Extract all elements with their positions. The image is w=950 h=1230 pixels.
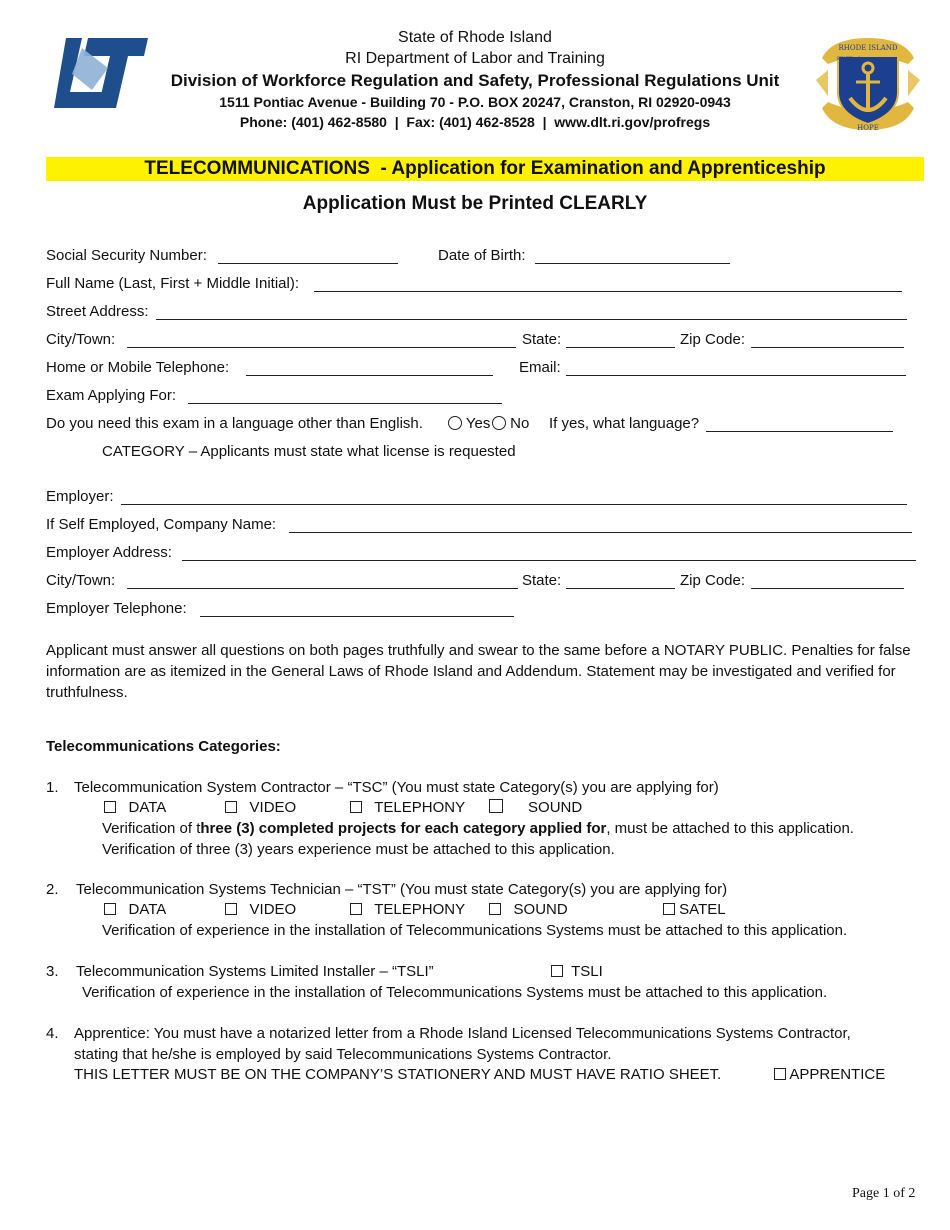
c1-sound-label: SOUND [528, 799, 583, 816]
state-label: State: [522, 331, 562, 348]
c2-video-label: VIDEO [249, 901, 297, 918]
exam-field[interactable] [188, 403, 502, 404]
ssn-field[interactable] [218, 263, 398, 264]
employer-city-label: City/Town: [46, 572, 116, 589]
c1-verification-2: Verification of three (3) years experience must be attached to this application. [102, 841, 615, 858]
street-address-field[interactable] [156, 319, 907, 320]
c2-satel-option[interactable] [663, 900, 726, 920]
c2-sound-checkbox[interactable] [489, 903, 501, 915]
city-label: City/Town: [46, 331, 116, 348]
form-title-banner: TELECOMMUNICATIONS - Application for Examination and Apprenticeship [46, 157, 924, 181]
category-note: CATEGORY – Applicants must state what license is requested [102, 443, 516, 460]
categories-heading: Telecommunications Categories: [46, 738, 281, 755]
header-state: State of Rhode Island [398, 29, 552, 46]
header-department: RI Department of Labor and Training [345, 50, 605, 67]
employer-zip-field[interactable] [751, 588, 904, 589]
c1-telephony-label: TELEPHONY [374, 799, 466, 816]
employer-state-field[interactable] [566, 588, 675, 589]
seal-text-top: RHODE ISLAND [838, 44, 898, 52]
language-no-option[interactable] [492, 414, 529, 434]
c3-tsli-checkbox[interactable] [551, 965, 563, 977]
notary-notice: Applicant must answer all questions on both pages truthfully and swear to the same before a NOTARY PUBLIC. Penalties for false information are as itemized in the General Laws of Rhode Island and Addendum. Statement may be investigated and verified for truthfulness. [46, 642, 911, 701]
c1-sound-checkbox[interactable] [489, 799, 503, 813]
category-2-number: 2. [46, 881, 59, 898]
employer-zip-label: Zip Code: [680, 572, 746, 589]
language-which-label: If yes, what language? [549, 415, 700, 432]
c1-ver-part-b: hree (3) completed projects for each category applied for [200, 820, 607, 837]
c2-telephony-option[interactable] [350, 900, 465, 920]
category-1-number: 1. [46, 779, 59, 796]
c1-telephony-option[interactable] [350, 798, 465, 818]
c1-video-checkbox[interactable] [225, 801, 237, 813]
employer-phone-field[interactable] [200, 616, 514, 617]
c1-data-label: DATA [128, 799, 167, 816]
seal-text-bottom: HOPE [857, 124, 879, 132]
language-field[interactable] [706, 431, 893, 432]
category-4-line-1: Apprentice: You must have a notarized letter from a Rhode Island Licensed Telecommunications Systems Contractor, [74, 1025, 851, 1042]
c4-apprentice-checkbox[interactable] [774, 1068, 786, 1080]
language-yes-option[interactable] [448, 414, 490, 434]
state-field[interactable] [566, 347, 675, 348]
c2-satel-label: SATEL [679, 901, 726, 918]
language-question: Do you need this exam in a language other than English. [46, 415, 423, 432]
header-address: 1511 Pontiac Avenue - Building 70 - P.O. BOX 20247, Cranston, RI 02920-0943 [219, 94, 731, 110]
email-field[interactable] [566, 375, 906, 376]
c1-sound-option[interactable] [489, 798, 582, 818]
category-4-line-3: THIS LETTER MUST BE ON THE COMPANY’S STATIONERY AND MUST HAVE RATIO SHEET. [74, 1066, 722, 1083]
category-1-title: Telecommunication System Contractor – “TSC” (You must state Category(s) you are applying for) [74, 779, 719, 796]
category-4-number: 4. [46, 1025, 59, 1042]
seal-text-left: STATE of [836, 56, 860, 62]
c2-telephony-checkbox[interactable] [350, 903, 362, 915]
street-address-label: Street Address: [46, 303, 149, 320]
c2-video-option[interactable] [225, 900, 296, 920]
yes-label: Yes [465, 415, 491, 432]
category-3-number: 3. [46, 963, 59, 980]
employer-state-label: State: [522, 572, 562, 589]
dob-field[interactable] [535, 263, 730, 264]
email-label: Email: [519, 359, 561, 376]
c2-telephony-label: TELEPHONY [374, 901, 466, 918]
c3-verification: Verification of experience in the installation of Telecommunications Systems must be attached to this application. [82, 984, 828, 1001]
c2-sound-option[interactable] [489, 900, 568, 920]
c2-verification: Verification of experience in the installation of Telecommunications Systems must be attached to this application. [102, 922, 848, 939]
employer-address-field[interactable] [182, 560, 916, 561]
self-employed-label: If Self Employed, Company Name: [46, 516, 277, 533]
employer-city-field[interactable] [127, 588, 518, 589]
c1-ver-part-a: Verification of t [102, 820, 201, 837]
dob-label: Date of Birth: [438, 247, 526, 264]
header-contact: Phone: (401) 462-8580 | Fax: (401) 462-8528 | www.dlt.ri.gov/profregs [239, 114, 711, 130]
employer-address-label: Employer Address: [46, 544, 172, 561]
full-name-label: Full Name (Last, First + Middle Initial): [46, 275, 299, 292]
c2-sound-label: SOUND [513, 901, 568, 918]
employer-field[interactable] [121, 504, 907, 505]
c4-apprentice-label: APPRENTICE [789, 1066, 886, 1083]
zip-label: Zip Code: [680, 331, 746, 348]
c1-verification-1 [102, 819, 854, 839]
category-4-line-2: stating that he/she is employed by said Telecommunications Systems Contractor. [74, 1046, 612, 1063]
page-number: Page 1 of 2 [852, 1186, 916, 1201]
employer-label: Employer: [46, 488, 114, 505]
phone-label: Home or Mobile Telephone: [46, 359, 230, 376]
header-division: Division of Workforce Regulation and Safety, Professional Regulations Unit [170, 71, 780, 90]
c2-data-option[interactable] [104, 900, 166, 920]
category-2-title: Telecommunication Systems Technician – “TST” (You must state Category(s) you are applying for) [76, 881, 728, 898]
c1-video-label: VIDEO [249, 799, 297, 816]
no-label: No [510, 415, 530, 432]
c2-data-checkbox[interactable] [104, 903, 116, 915]
c4-apprentice-option[interactable] [774, 1065, 885, 1085]
c1-ver-part-c: , must be attached to this application. [606, 820, 854, 837]
phone-field[interactable] [246, 375, 493, 376]
employer-phone-label: Employer Telephone: [46, 600, 187, 617]
c3-tsli-option[interactable] [551, 962, 603, 982]
c1-data-option[interactable] [104, 798, 166, 818]
full-name-field[interactable] [314, 291, 902, 292]
c3-tsli-label: TSLI [571, 963, 603, 980]
zip-field[interactable] [751, 347, 904, 348]
ssn-label: Social Security Number: [46, 247, 207, 264]
c1-telephony-checkbox[interactable] [350, 801, 362, 813]
c1-data-checkbox[interactable] [104, 801, 116, 813]
category-3-title: Telecommunication Systems Limited Installer – “TSLI” [76, 963, 434, 980]
c2-data-label: DATA [128, 901, 167, 918]
c2-satel-checkbox[interactable] [663, 903, 675, 915]
form-subtitle: Application Must be Printed CLEARLY [302, 193, 648, 214]
no-radio[interactable] [492, 416, 506, 430]
company-name-field[interactable] [289, 532, 912, 533]
city-field[interactable] [127, 347, 516, 348]
c1-video-option[interactable] [225, 798, 296, 818]
exam-label: Exam Applying For: [46, 387, 177, 404]
yes-radio[interactable] [448, 416, 462, 430]
c2-video-checkbox[interactable] [225, 903, 237, 915]
